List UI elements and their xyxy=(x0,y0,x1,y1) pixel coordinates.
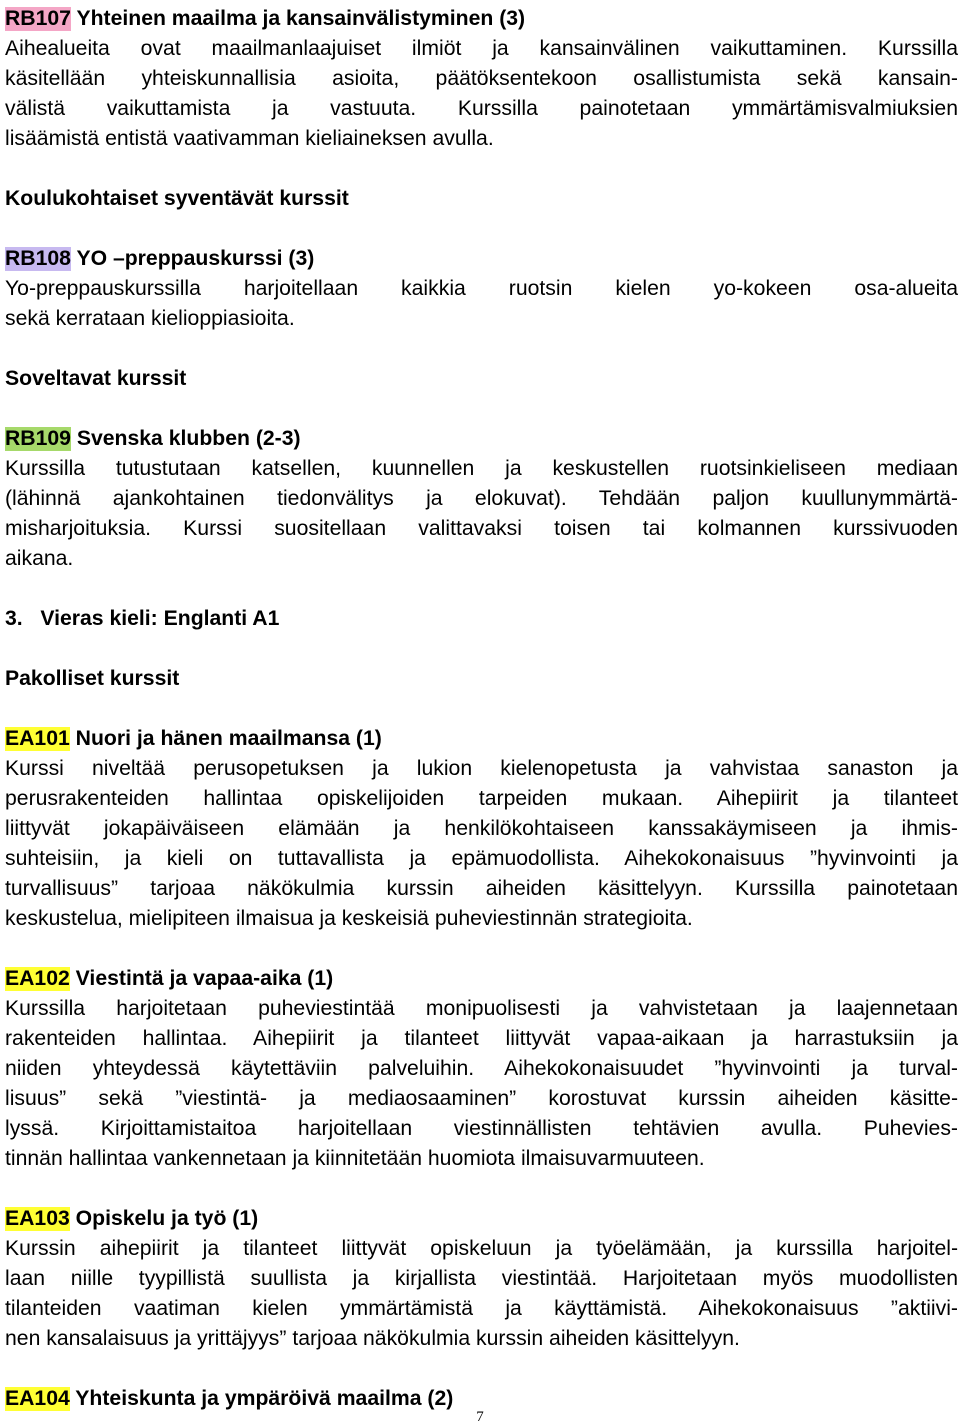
course-code-ea104: EA104 xyxy=(5,1387,70,1410)
course-description-line: suhteisiin, ja kieli on tuttavallista ja epämuodollista. Aihekokonaisuus ”hyvinvointi ja xyxy=(5,847,958,870)
course-description-line: käsitellään yhteiskunnallisia asioita, päätöksentekoon osallistumista sekä kansain- xyxy=(5,67,958,90)
course-description-line: laan niille tyypillistä suullista ja kirjallista viestintää. Harjoitetaan myös muodollisten xyxy=(5,1267,958,1290)
course-description-line: Kurssi niveltää perusopetuksen ja lukion kielenopetusta ja vahvistaa sanaston ja xyxy=(5,757,958,780)
course-heading-ea103 xyxy=(5,1204,958,1234)
course-description-line: Kurssilla harjoitetaan puheviestintää monipuolisesti ja vahvistetaan ja laajennetaan xyxy=(5,997,958,1020)
course-description-line: nen kansalaisuus ja yrittäjyys” tarjoaa näkökulmia kurssin aiheiden käsittelyyn. xyxy=(5,1327,740,1350)
course-code-ea102: EA102 xyxy=(5,967,70,990)
course-title-ea103: Opiskelu ja työ (1) xyxy=(69,1207,259,1230)
course-title-ea102: Viestintä ja vapaa-aika (1) xyxy=(69,967,334,990)
course-description-line: Yo-preppauskurssilla harjoitellaan kaikkia ruotsin kielen yo-kokeen osa-alueita xyxy=(5,277,958,300)
course-title-ea101: Nuori ja hänen maailmansa (1) xyxy=(69,727,382,750)
subheading-koulukohtaiset: Koulukohtaiset syventävät kurssit xyxy=(5,187,349,210)
course-description-line: tilanteiden vaatiman kielen ymmärtämistä ja käyttämistä. Aihekokonaisuus ”aktiivi- xyxy=(5,1297,958,1320)
course-description-line: Kurssilla tutustutaan katsellen, kuunnellen ja keskustellen ruotsinkieliseen mediaan xyxy=(5,457,958,480)
course-code-ea101: EA101 xyxy=(5,727,70,750)
course-description-line: lyssä. Kirjoittamistaitoa harjoitellaan viestinnällisten tehtävien avulla. Puhevies- xyxy=(5,1117,958,1140)
course-description-line: aikana. xyxy=(5,547,74,570)
section-title: 3. Vieras kieli: Englanti A1 xyxy=(5,607,280,630)
course-title-rb107: Yhteinen maailma ja kansainvälistyminen (3) xyxy=(70,7,526,30)
course-description-line: sekä kerrataan kielioppiasioita. xyxy=(5,307,295,330)
course-description-line: lisuus” sekä ”viestintä- ja mediaosaaminen” korostuvat kurssin aiheiden käsitte- xyxy=(5,1087,958,1110)
course-code-ea103: EA103 xyxy=(5,1207,70,1230)
course-heading-rb107 xyxy=(5,4,958,34)
course-description-line: keskustelua, mielipiteen ilmaisua ja keskeisiä puheviestinnän strategioita. xyxy=(5,907,693,930)
course-title-rb109: Svenska klubben (2-3) xyxy=(70,427,301,450)
page-number: 7 xyxy=(476,1409,484,1425)
course-description-line: rakenteiden hallintaa. Aihepiirit ja tilanteet liittyvät vapaa-aikaan ja harrastuksiin ja xyxy=(5,1027,958,1050)
course-title-ea104: Yhteiskunta ja ympäröivä maailma (2) xyxy=(69,1387,454,1410)
course-description-line: (lähinnä ajankohtainen tiedonvälitys ja elokuvat). Tehdään paljon kuullunymmärtä- xyxy=(5,487,958,510)
subheading-pakolliset: Pakolliset kurssit xyxy=(5,667,180,690)
course-description-line: lisäämistä entistä vaativamman kieliaineksen avulla. xyxy=(5,127,494,150)
course-description-line: niiden yhteydessä käytettäviin palveluihin. Aihekokonaisuudet ”hyvinvointi ja turval- xyxy=(5,1057,958,1080)
course-description-line: liittyvät jokapäiväiseen elämään ja henkilökohtaiseen kanssakäymiseen ja ihmis- xyxy=(5,817,958,840)
course-code-rb107: RB107 xyxy=(5,7,71,30)
course-description-line: turvallisuus” tarjoaa näkökulmia kurssin aiheiden käsittelyyn. Kurssilla painotetaan xyxy=(5,877,958,900)
course-code-rb109: RB109 xyxy=(5,427,71,450)
course-description-line: Kurssin aihepiirit ja tilanteet liittyvät opiskeluun ja työelämään, ja kurssilla harjoitel- xyxy=(5,1237,958,1260)
course-title-rb108: YO –preppauskurssi (3) xyxy=(70,247,315,270)
course-description-line: perusrakenteiden hallintaa opiskelijoiden tarpeiden mukaan. Aihepiirit ja tilanteet xyxy=(5,787,958,810)
course-code-rb108: RB108 xyxy=(5,247,71,270)
course-description-line: misharjoituksia. Kurssi suositellaan valittavaksi toisen tai kolmannen kurssivuoden xyxy=(5,517,958,540)
document-page xyxy=(5,4,958,1414)
course-description-line: tinnän hallintaa vankennetaan ja kiinnitetään huomiota ilmaisuvarmuuteen. xyxy=(5,1147,705,1170)
subheading-soveltavat: Soveltavat kurssit xyxy=(5,367,187,390)
course-description-line: välistä vaikuttamista ja vastuuta. Kurssilla painotetaan ymmärtämisvalmiuksien xyxy=(5,97,958,120)
course-heading-ea102 xyxy=(5,964,958,994)
course-heading-ea101 xyxy=(5,724,958,754)
course-description-line: Aihealueita ovat maailmanlaajuiset ilmiöt ja kansainvälinen vaikuttaminen. Kurssilla xyxy=(5,37,958,60)
course-heading-rb109 xyxy=(5,424,958,454)
course-heading-rb108 xyxy=(5,244,958,274)
